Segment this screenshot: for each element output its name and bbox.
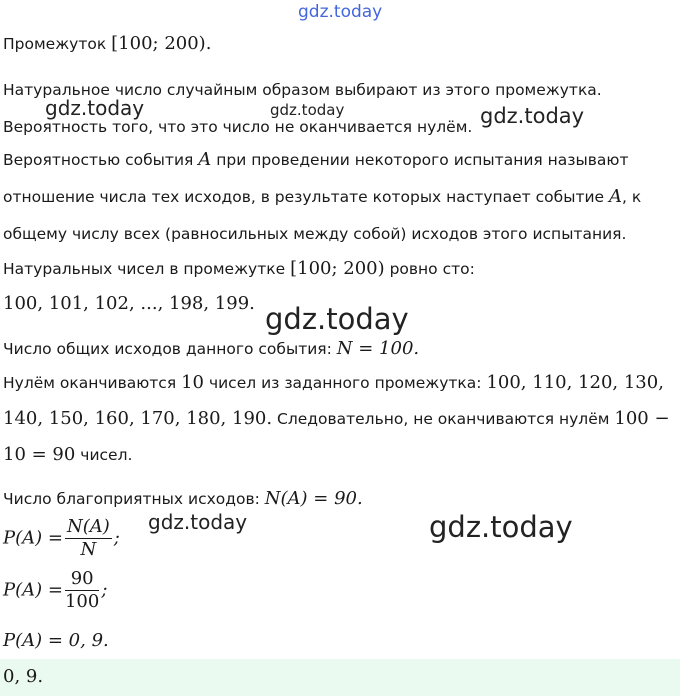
definition-text: Вероятностью события <box>3 151 194 169</box>
equation-end: ; <box>101 579 108 601</box>
event-variable: A <box>609 186 623 207</box>
number-list: 100, 101, 102, ..., 198, 199. <box>3 293 255 314</box>
zero-text: Нулём оканчиваются <box>3 374 177 392</box>
zero-line-3 <box>3 444 132 466</box>
equation-end: ; <box>113 527 120 549</box>
equation-2 <box>3 568 107 613</box>
task-interval-math: [100; 200). <box>111 33 212 54</box>
watermark: gdz.today <box>265 302 409 336</box>
count-text: Натуральных чисел в промежутке <box>3 260 286 278</box>
equation-fraction <box>65 568 99 613</box>
zero-list: 140, 150, 160, 170, 180, 190. <box>3 408 273 429</box>
answer-value: 0, 9. <box>3 666 44 687</box>
zero-count: 10 <box>181 372 205 393</box>
task-interval-line <box>3 33 211 55</box>
zero-line-2 <box>3 408 670 430</box>
zero-line-1 <box>3 372 664 394</box>
task-line-2: Натуральное число случайным образом выбирают из этого промежутка. <box>3 81 602 99</box>
count-line <box>3 258 475 280</box>
zero-math: 100 − <box>614 408 670 429</box>
equation-lhs: P(A) = <box>3 579 63 601</box>
favorable-math: N(A) = 90. <box>264 488 363 509</box>
event-variable: A <box>198 149 212 170</box>
definition-text: отношение числа тех исходов, в результате которых наступает событие <box>3 188 605 206</box>
fraction-numerator: 90 <box>65 568 99 591</box>
watermark: gdz.today <box>148 510 248 534</box>
favorable-line <box>3 488 363 510</box>
equation-1 <box>3 516 120 561</box>
zero-text: чисел из заданного промежутка: <box>208 374 482 392</box>
answer-box <box>0 659 680 696</box>
definition-text: при проведении некоторого испытания называют <box>216 151 629 169</box>
equation-fraction <box>65 516 112 561</box>
zero-text: Следовательно, не оканчиваются нулём <box>277 410 610 428</box>
zero-math: 10 = 90 <box>3 444 76 465</box>
definition-line-1 <box>3 149 628 171</box>
equation-lhs: P(A) = <box>3 527 63 549</box>
definition-line-3: общему числу всех (равносильных между собой) исходов этого испытания. <box>3 225 627 243</box>
fraction-numerator: N(A) <box>66 516 110 537</box>
fraction-denominator: 100 <box>64 591 100 612</box>
watermark: gdz.today <box>429 510 573 544</box>
watermark: gdz.today <box>480 104 585 128</box>
watermark: gdz.today <box>270 101 345 119</box>
count-interval: [100; 200) <box>290 258 385 279</box>
total-text: Число общих исходов данного события: <box>3 340 332 358</box>
fraction-denominator: N <box>80 539 97 560</box>
equation-3: P(A) = 0, 9. <box>3 630 109 651</box>
watermark-top: gdz.today <box>298 2 383 22</box>
watermark: gdz.today <box>45 96 145 120</box>
task-interval-label: Промежуток <box>3 35 107 53</box>
zero-list: 100, 110, 120, 130, <box>486 372 664 393</box>
zero-text: чисел. <box>80 446 133 464</box>
definition-text: , к <box>622 188 642 206</box>
total-line <box>3 338 419 360</box>
total-math: N = 100. <box>336 338 420 359</box>
definition-line-2 <box>3 186 641 208</box>
count-text: ровно сто: <box>389 260 475 278</box>
task-line-3: Вероятность того, что это число не оканчивается нулём. <box>3 118 473 136</box>
favorable-text: Число благоприятных исходов: <box>3 490 260 508</box>
